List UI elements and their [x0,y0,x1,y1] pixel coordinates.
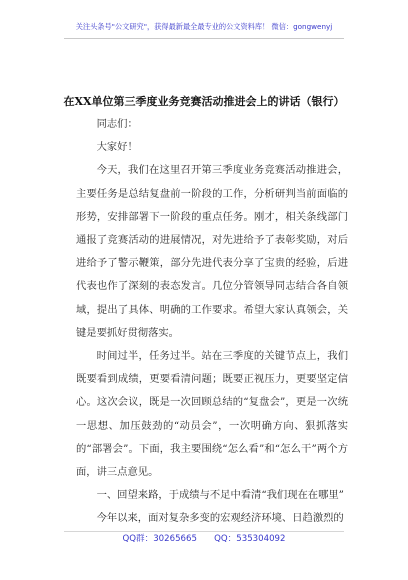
section-heading: 一、回望来路，于成绩与不足中看清“我们现在在哪里” [96,489,344,502]
salutation: 同志们： [96,118,138,130]
body-paragraph: 今天，我们在这里召开第三季度业务竞赛活动推进会，主要任务是总结复盘前一阶段的工作，分析研判当前面临的形势，安排部署下一阶段的重点任务。刚才，相关条线部门通报了竞赛活动的进展情况，对先进给予了表彰奖励，对后进给予了警示鞭策，部分先进代表分享了宝贵的经验，后进代表也作了深刻的表态发言。几位分管领导同志结合各自领域，提出了具体、明确的工作要求。希望大家认真领会，关键是要抓好贯彻落实。 [76,164,348,339]
body-paragraph: 时间过半，任务过半。站在三季度的关键节点上，我们既要看到成绩，更要看清问题；既要正视压力，更要坚定信心。这次会议，既是一次回顾总结的“复盘会”，更是一次统一思想、加压鼓劲的“动员会”，一次明确方向、狠抓落实的“部署会”。下面，我主要围绕“怎么看”和“怎么干”两个方面，讲三点意见。 [76,350,348,479]
document-title: 在XX单位第三季度业务竞赛活动推进会上的讲话（银行） [63,95,345,108]
document-body [76,113,348,531]
body-paragraph: 今年以来，面对复杂多变的宏观经济环境、日趋激烈的 [96,512,344,525]
header-divider [64,38,344,39]
footer-contact: QQ群：30265665 QQ：535304092 [122,534,286,544]
header-banner: 关注头条号"公文研究"，获得最新最全最专业的公文资料库！ 微信：gongwenyj [75,22,333,31]
greeting: 大家好！ [96,141,138,154]
